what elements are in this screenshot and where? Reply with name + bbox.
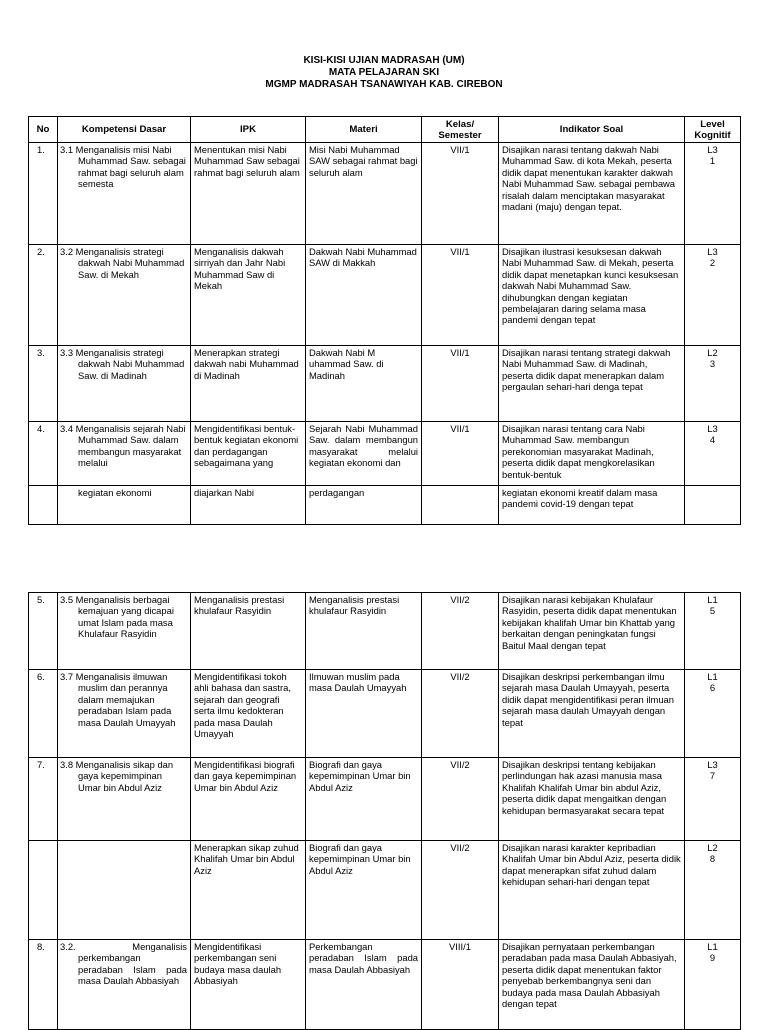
cell-kompetensi-dasar: 3.5 Menganalisis berbagai kemajuan yang dicapai umat Islam pada masa Khulafaur Rasyidin: [58, 593, 191, 670]
cell-kompetensi-dasar: 3.2 Menganalisis strategi dakwah Nabi Muhammad Saw. di Mekah: [58, 245, 191, 346]
cell-indikator: Disajikan pernyataan perkembangan peradaban pada masa Daulah Abbasiyah, peserta didik dapat menentukan faktor penyebab berkembangnya seni dan budaya pada masa Daulah Abbasiyah dengan tepat: [499, 940, 685, 1030]
cell-no: 6.: [29, 670, 58, 758]
cell-kompetensi-dasar: 3.3 Menganalisis strategi dakwah Nabi Muhammad Saw. di Madinah: [58, 346, 191, 422]
cell-indikator: Disajikan narasi karakter kepribadian Khalifah Umar bin Abdul Aziz, peserta didik dapat menerapkan sifat zuhud dalam kehidupan sehari-hari dengan tepat: [499, 841, 685, 940]
soal-number: 3: [709, 358, 716, 370]
cell-kelas: VII/1: [422, 143, 499, 245]
cell-indikator: Disajikan deskripsi tentang kebijakan perlindungan hak azasi manusia masa Khalifah Khalifah Umar bin abdul Aziz, peserta didik dapat mengaitkan dengan kehidupan bermasyarakat secara tepat: [499, 758, 685, 841]
cell-indikator: Disajikan narasi tentang strategi dakwah Nabi Muhammad Saw. di Madinah, peserta didik dapat menerapkan dalam pergaulan sehari-hari denga tepat: [499, 346, 685, 422]
cell-materi: perdagangan: [306, 486, 422, 525]
col-header-indikator-soal: Indikator Soal: [499, 117, 685, 143]
kisi-kisi-table-continued: [28, 592, 741, 1030]
table-row: [29, 758, 741, 841]
title-line-2: MATA PELAJARAN SKI: [328, 67, 440, 78]
level-value: L3: [707, 423, 718, 434]
title-line-1: KISI-KISI UJIAN MADRASAH (UM): [303, 55, 465, 66]
cell-no: 4.: [29, 422, 58, 486]
level-value: L2: [707, 842, 718, 853]
table-row: [29, 422, 741, 486]
soal-number: 2: [709, 257, 716, 269]
level-value: L1: [707, 671, 718, 682]
level-value: L3: [707, 246, 718, 257]
level-value: L2: [707, 347, 718, 358]
cell-materi: Dakwah Nabi M uhammad Saw. di Madinah: [306, 346, 422, 422]
cell-no: 8.: [29, 940, 58, 1030]
cell-ipk: diajarkan Nabi: [191, 486, 306, 525]
cell-kompetensi-dasar: kegiatan ekonomi: [58, 486, 191, 525]
table-row: [29, 486, 741, 525]
cell-kompetensi-dasar: 3.2. Menganalisis perkembangan peradaban Islam pada masa Daulah Abbasiyah: [58, 940, 191, 1030]
cell-materi: Biografi dan gaya kepemimpinan Umar bin Abdul Aziz: [306, 841, 422, 940]
cell-level: [685, 346, 741, 422]
soal-number: 9: [709, 952, 716, 964]
cell-indikator: Disajikan narasi tentang dakwah Nabi Muhammad Saw. di kota Mekah, peserta didik dapat menentukan karakter dakwah Nabi Muhammad Saw. sebagai pembawa risalah dalam menciptakan masyarakat madani (maju) dengan tepat.: [499, 143, 685, 245]
cell-kelas: [422, 486, 499, 525]
soal-number: 5: [709, 605, 716, 617]
table-header-row: [29, 117, 741, 143]
col-header-kompetensi-dasar: Kompetensi Dasar: [58, 117, 191, 143]
cell-no: 5.: [29, 593, 58, 670]
table-row: [29, 346, 741, 422]
cell-no: 7.: [29, 758, 58, 841]
cell-materi: Perkembangan peradaban Islam pada masa Daulah Abbasiyah: [306, 940, 422, 1030]
cell-ipk: Menerapkan sikap zuhud Khalifah Umar bin Abdul Aziz: [191, 841, 306, 940]
cell-materi: Misi Nabi Muhammad SAW sebagai rahmat bagi seluruh alam: [306, 143, 422, 245]
cell-kelas: VII/2: [422, 670, 499, 758]
soal-number: 6: [709, 682, 716, 694]
cell-ipk: Menganalisis dakwah sirriyah dan Jahr Nabi Muhammad Saw di Mekah: [191, 245, 306, 346]
cell-indikator: kegiatan ekonomi kreatif dalam masa pandemi covid-19 dengan tepat: [499, 486, 685, 525]
cell-kompetensi-dasar: [58, 841, 191, 940]
cell-level: [685, 841, 741, 940]
cell-level: [685, 758, 741, 841]
cell-no: [29, 841, 58, 940]
soal-number: 7: [709, 770, 716, 782]
soal-number: 8: [709, 853, 716, 865]
level-value: L3: [707, 144, 718, 155]
cell-ipk: Mengidentifikasi perkembangan seni budaya masa daulah Abbasiyah: [191, 940, 306, 1030]
cell-ipk: Mengidentifikasi biografi dan gaya kepemimpinan Umar bin Abdul Aziz: [191, 758, 306, 841]
document-header: [0, 55, 768, 91]
cell-materi: Dakwah Nabi Muhammad SAW di Makkah: [306, 245, 422, 346]
cell-kelas: VII/2: [422, 593, 499, 670]
cell-kelas: VII/1: [422, 245, 499, 346]
col-header-kelas-semester: Kelas/ Semester: [422, 117, 499, 143]
soal-number: 4: [709, 434, 716, 446]
cell-level: [685, 143, 741, 245]
table-row: [29, 670, 741, 758]
cell-kompetensi-dasar: 3.8 Menganalisis sikap dan gaya kepemimpinan Umar bin Abdul Aziz: [58, 758, 191, 841]
cell-indikator: Disajikan ilustrasi kesuksesan dakwah Nabi Muhammad Saw. di Mekah, peserta didik dapat menetapkan kunci kesuksesan dakwah Nabi Muhammad Saw. dihubungkan dengan kegiatan pembelajaran daring selama masa pandemi dengan tepat: [499, 245, 685, 346]
cell-ipk: Mengidentifikasi tokoh ahli bahasa dan sastra, sejarah dan geografi serta ilmu kedokteran pada masa Daulah Umayyah: [191, 670, 306, 758]
cell-indikator: Disajikan deskripsi perkembangan ilmu sejarah masa Daulah Umayyah, peserta didik dapat mengidentifikasi peran ilmuan sejarah masa daulah Umayyah dengan tepat: [499, 670, 685, 758]
cell-level: [685, 593, 741, 670]
level-value: L1: [707, 594, 718, 605]
cell-indikator: Disajikan narasi kebijakan Khulafaur Rasyidin, peserta didik dapat menentukan kebijakan khalifah Umar bin Khattab yang berkaitan dengan peningkatan fungsi Baitul Maal dengan tepat: [499, 593, 685, 670]
cell-ipk: Menentukan misi Nabi Muhammad Saw sebagai rahmat bagi seluruh alam: [191, 143, 306, 245]
cell-no: [29, 486, 58, 525]
col-header-materi: Materi: [306, 117, 422, 143]
cell-ipk: Menganalisis prestasi khulafaur Rasyidin: [191, 593, 306, 670]
kisi-kisi-table: [28, 116, 741, 525]
cell-kompetensi-dasar: 3.4 Menganalisis sejarah Nabi Muhammad Saw. dalam membangun masyarakat melalui: [58, 422, 191, 486]
cell-kelas: VII/2: [422, 758, 499, 841]
cell-level: [685, 422, 741, 486]
cell-kompetensi-dasar: 3.1 Menganalisis misi Nabi Muhammad Saw. sebagai rahmat bagi seluruh alam semesta: [58, 143, 191, 245]
table-row: [29, 841, 741, 940]
cell-level: [685, 670, 741, 758]
table-row: [29, 940, 741, 1030]
cell-level: [685, 486, 741, 525]
table-row: [29, 593, 741, 670]
cell-level: [685, 940, 741, 1030]
cell-kompetensi-dasar: 3.7 Menganalisis ilmuwan muslim dan perannya dalam memajukan peradaban Islam pada masa Daulah Umayyah: [58, 670, 191, 758]
cell-indikator: Disajikan narasi tentang cara Nabi Muhammad Saw. membangun perekonomian masyarakat Madinah, peserta didik dapat mengkorelasikan bentuk-bentuk: [499, 422, 685, 486]
cell-ipk: Mengidentifikasi bentuk-bentuk kegiatan ekonomi dan perdagangan sebagaimana yang: [191, 422, 306, 486]
level-value: L1: [707, 941, 718, 952]
cell-level: [685, 245, 741, 346]
table-row: [29, 245, 741, 346]
cell-materi: Biografi dan gaya kepemimpinan Umar bin Abdul Aziz: [306, 758, 422, 841]
col-header-ipk: IPK: [191, 117, 306, 143]
table-row: [29, 143, 741, 245]
col-header-no: No: [29, 117, 58, 143]
title-line-3: MGMP MADRASAH TSANAWIYAH KAB. CIREBON: [265, 79, 503, 90]
cell-no: 1.: [29, 143, 58, 245]
cell-ipk: Menerapkan strategi dakwah nabi Muhammad di Madinah: [191, 346, 306, 422]
col-header-level-kognitif: Level Kognitif: [685, 117, 741, 143]
cell-no: 2.: [29, 245, 58, 346]
cell-materi: Ilmuwan muslim pada masa Daulah Umayyah: [306, 670, 422, 758]
cell-materi: Menganalisis prestasi khulafaur Rasyidin: [306, 593, 422, 670]
soal-number: 1: [709, 155, 716, 167]
cell-kelas: VIII/1: [422, 940, 499, 1030]
cell-kelas: VII/1: [422, 346, 499, 422]
level-value: L3: [707, 759, 718, 770]
cell-materi: Sejarah Nabi Muhammad Saw. dalam membangun masyarakat melalui kegiatan ekonomi dan: [306, 422, 422, 486]
cell-kelas: VII/2: [422, 841, 499, 940]
cell-kelas: VII/1: [422, 422, 499, 486]
cell-no: 3.: [29, 346, 58, 422]
